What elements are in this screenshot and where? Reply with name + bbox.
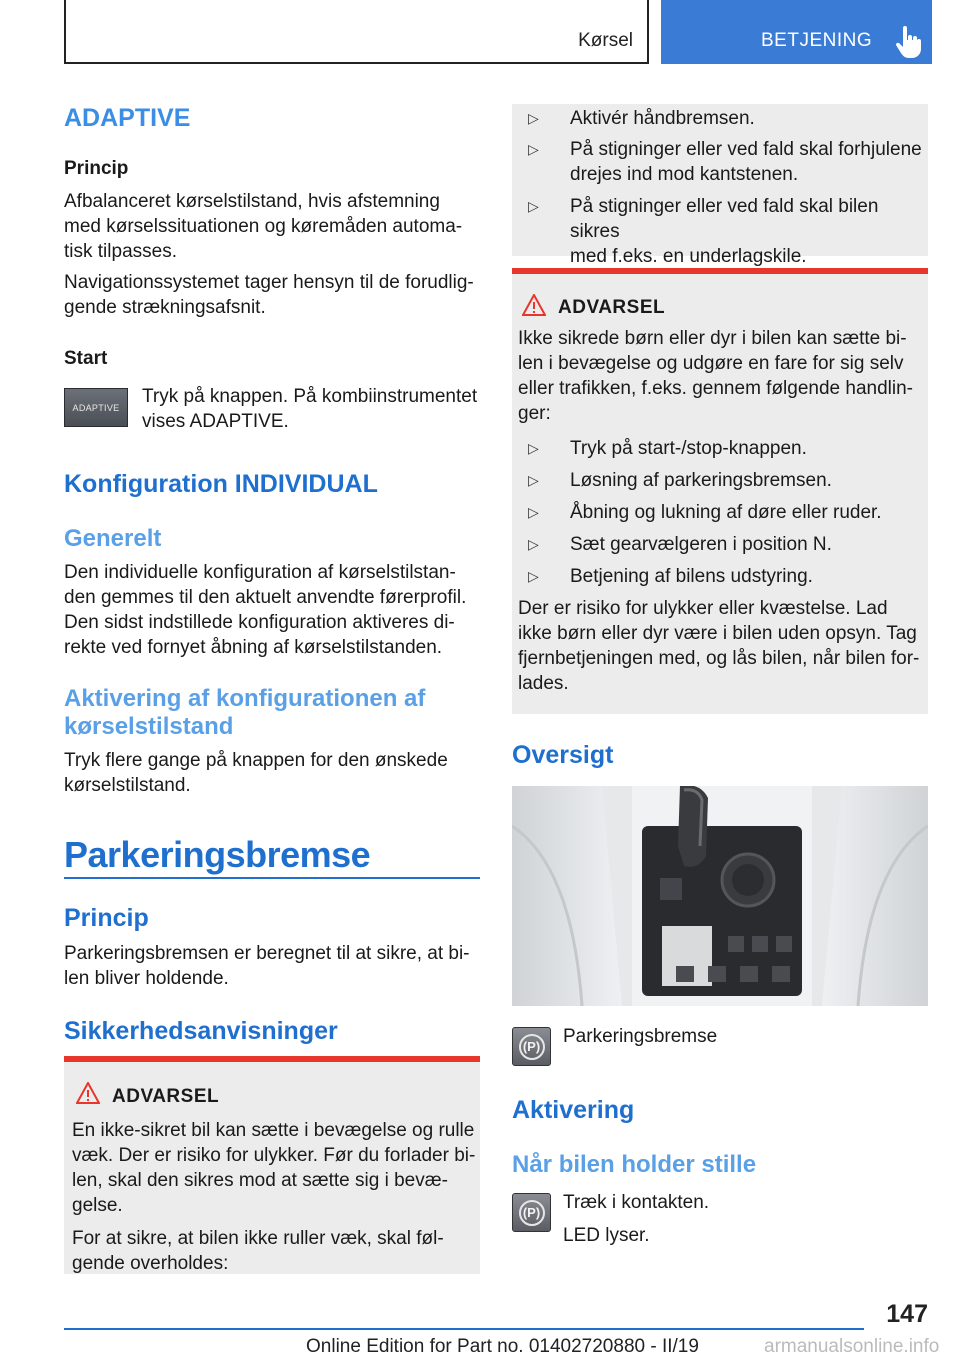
aktivering-konfig-paragraph: Tryk flere gange på knappen for den ønskede kørselstilstand. [64, 750, 448, 796]
parking-brake-icon: (P) [512, 1193, 551, 1232]
warning-title-right: ADVARSEL [558, 297, 666, 318]
parkeringsbremse-title: Parkeringsbremse [64, 834, 371, 875]
holder-step-1: Træk i kontakten. [563, 1192, 710, 1213]
sikkerhed-title: Sikkerhedsanvisninger [64, 1017, 338, 1045]
header-section-box [661, 0, 932, 64]
oversigt-title: Oversigt [512, 741, 614, 769]
chapter-label: Kørsel [578, 30, 633, 51]
princip-paragraph-1: Afbalanceret kørselstilstand, hvis afstemning med kørselssituationen og køremåden automa- tisk tilpasses. [64, 191, 463, 262]
princip-paragraph-2: Navigationssystemet tager hensyn til de forudlig- gende strækningsafsnit. [64, 272, 474, 318]
title-rule [64, 877, 480, 879]
warning-title-left: ADVARSEL [112, 1086, 220, 1107]
warning-right-paragraph-2: Der er risiko for ulykker eller kvæstelse. Lad ikke børn eller dyr være i bilen uden opsyn. Tag fjernbetjeningen med, og lås bilen, når bilen for- lades. [518, 598, 920, 694]
warning-triangle-icon [522, 294, 546, 316]
header-chapter-box [64, 0, 649, 64]
footer-watermark: armanualsonline.info [764, 1336, 940, 1357]
aktivering-title: Aktivering [512, 1096, 635, 1124]
warning-paragraph-1: En ikke-sikret bil kan sætte i bevægelse og rulle væk. Der er risiko for ulykker. Før du forlader bi- len, skal den sikres mod at sætte sig i bevæ- gelse. [72, 1120, 476, 1216]
holder-stille-title: Når bilen holder stille [512, 1151, 757, 1178]
start-label: Start [64, 348, 108, 369]
holder-step-2: LED lyser. [563, 1225, 650, 1246]
warning-paragraph-2: For at sikre, at bilen ikke ruller væk, skal føl- gende overholdes: [72, 1228, 444, 1274]
center-console-photo [512, 786, 928, 1006]
parking-brake-icon: (P) [512, 1027, 551, 1066]
generelt-title: Generelt [64, 525, 162, 552]
start-paragraph: Tryk på knappen. På kombiinstrumentet vises ADAPTIVE. [142, 386, 478, 432]
princip-label: Princip [64, 158, 129, 179]
pointing-hand-icon [895, 26, 921, 58]
princip2-paragraph: Parkeringsbremsen er beregnet til at sikre, at bi- len bliver holdende. [64, 943, 470, 989]
warning-right-paragraph-1: Ikke sikrede børn eller dyr i bilen kan sætte bi- len i bevægelse og udgøre en fare for sig selv eller trafikken, f.eks. gennem følgende handlin- ger: [518, 328, 913, 424]
warning-triangle-icon [76, 1082, 100, 1104]
konfiguration-title: Konfiguration INDIVIDUAL [64, 470, 378, 498]
princip2-title: Princip [64, 904, 149, 932]
parking-brake-caption: Parkeringsbremse [563, 1026, 718, 1047]
footer-edition: Online Edition for Part no. 01402720880 - II/19 [306, 1336, 699, 1357]
aktivering-konfig-title: Aktivering af konfigurationen af kørselstilstand [64, 685, 426, 740]
page-number: 147 [886, 1300, 928, 1328]
generelt-paragraph: Den individuelle konfiguration af kørselstilstan- den gemmes til den aktuelt anvendte førerprofil. Den sidst indstillede konfiguration aktiveres di- rekte ved fornyet åbning af kørselstilstanden. [64, 562, 467, 658]
section-label: BETJENING [761, 30, 873, 51]
footer-rule [64, 1328, 864, 1330]
adaptive-title: ADAPTIVE [64, 104, 191, 132]
adaptive-button-image: ADAPTIVE [64, 388, 128, 427]
